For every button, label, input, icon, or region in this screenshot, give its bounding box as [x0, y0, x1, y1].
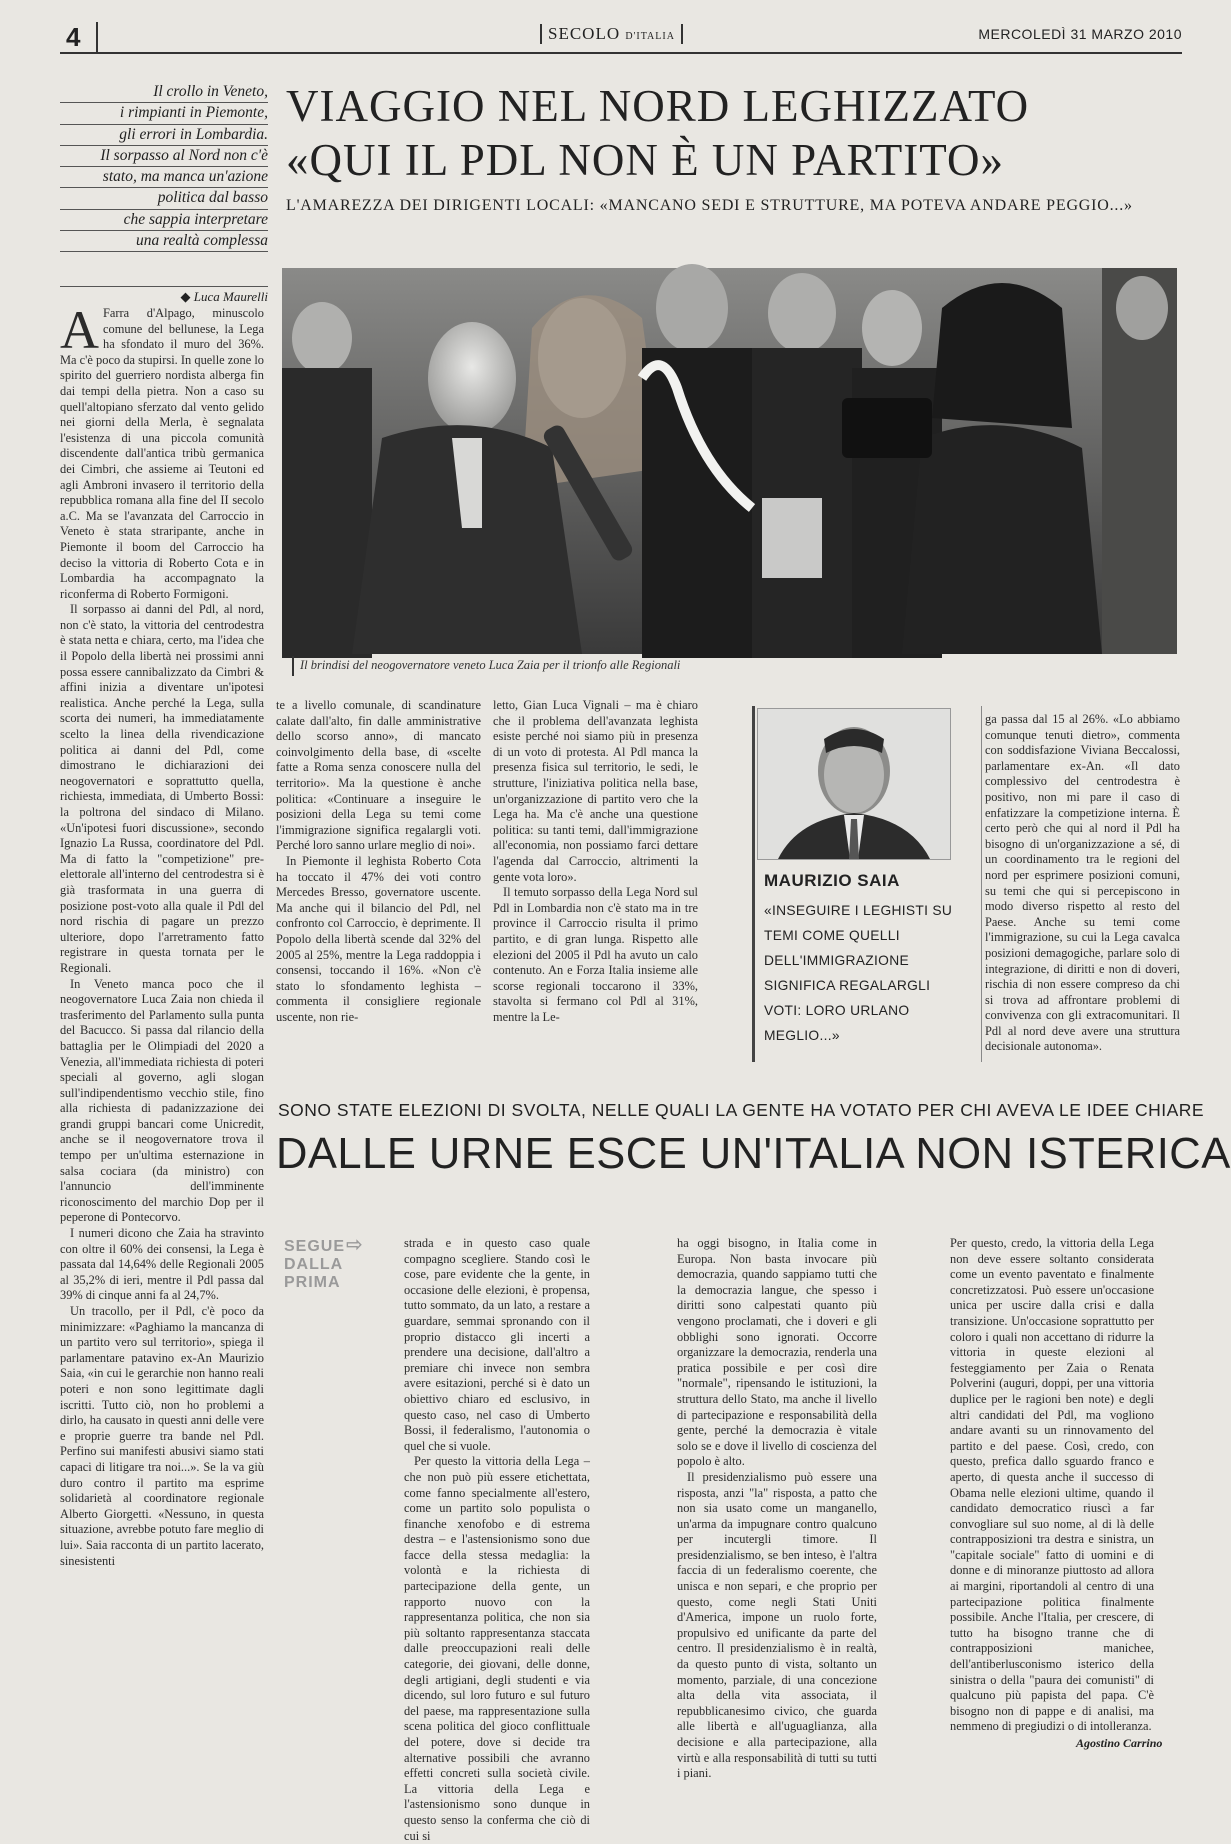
article-paragraph: ga passa dal 15 al 26%. «Lo abbiamo comunque tenuti dietro», commenta con soddisfazione Viviana Beccalossi, parlamentare ex-An. «Il dato complessivo del centrodestra è positivo, non mi pare il caso di enfatizzare la competizione interna. È certo però che qui al nord il Pdl ha bisogno di un'organizzazione a sé, di un coordinamento tra le regioni del nord per esprimere posizioni comuni, su temi che qui si percepiscono in modo diverso rispetto al resto del Paese. Anche su temi come l'immigrazione, su cui la Lega cavalca posizioni demagogiche, parlare solo di integrazione, di diritti e non di doveri, rischia di non essere compreso da chi si trova ad affrontare problemi di convivenza con gli extracomunitari. Il Pdl al nord deve avere una struttura decisionale autonoma».	[985, 712, 1180, 1054]
article-paragraph: Per questo la vittoria della Lega – che non può più essere etichettata, come fanno specialmente all'estero, come un partito solo populista o finanche xenofobo e di estrema destra – e l'astensionismo sono due facce della stessa medaglia: la volontà e la richiesta di partecipazione della gente, un rapporto nuovo con la rappresentanza politica, che non sia più soltanto rappresentanza staccata dalle preoccupazioni reali delle categorie, dei giovani, delle donne, degli artigiani, degli studenti e via dicendo, sul loro futuro e sul futuro del paese, ma rappresentazione sulla scena politica del gioco conflittuale del potere, dove si decide tra alternative possibili che avranno effetti concreti sulla società civile. La vittoria della Lega e l'astensionismo sono dunque in questo senso la conferma che ciò di cui si	[404, 1454, 590, 1843]
author-signature: Agostino Carrino	[1076, 1736, 1163, 1750]
kicker	[60, 82, 268, 252]
masthead-name: SECOLO	[548, 24, 621, 43]
second-article-column-1	[404, 1236, 590, 1843]
second-article-column-2	[677, 1236, 877, 1781]
kicker-line: politica dal basso	[60, 188, 268, 209]
byline-author: Luca Maurelli	[193, 289, 268, 304]
second-article-overline: SONO STATE ELEZIONI DI SVOLTA, NELLE QUALI LA GENTE HA VOTATO PER CHI AVEVA LE IDEE CHIARE	[278, 1100, 1205, 1120]
header-rule	[60, 52, 1182, 54]
kicker-line: una realtà complessa	[60, 231, 268, 252]
article-column-2	[276, 698, 481, 1066]
headline-line-1: VIAGGIO NEL NORD LEGHIZZATO	[286, 81, 1030, 131]
article-column-3	[493, 698, 698, 1066]
dropcap: A	[60, 300, 99, 360]
headline-line-2: «QUI IL PDL NON È UN PARTITO»	[286, 135, 1004, 185]
kicker-line: stato, ma manca un'azione	[60, 167, 268, 188]
main-photo-image	[282, 268, 1177, 654]
article-paragraph: te a livello comunale, di scandinature calate dall'alto, fin dalle amministrative dello scorso anno», di mancato coinvolgimento della base, di «scelte fatte a Roma senza conoscere nulla del territorio». Ma la questione è anche politica: «Continuare a inseguire le posizioni della Lega su temi come l'immigrazione significa regalargli voti. Perché loro sanno urlare meglio di noi».	[276, 698, 481, 853]
second-article-headline: DALLE URNE ESCE UN'ITALIA NON ISTERICA	[276, 1130, 1231, 1178]
article-paragraph: Un tracollo, per il Pdl, c'è poco da minimizzare: «Paghiamo la mancanza di un partito vero sul territorio», spiega il parlamentare patavino ex-An Maurizio Saia, «in cui le gerarchie non hanno reali poteri e non sono legittimate dagli iscritti. Tutto ciò, non ho problemi a dirlo, ha causato in questi anni delle vere e proprie guerre tra bande nel Pdl. Perfino sui manifesti abusivi siamo stati capaci di litigare tra noi...». Se la va giù duro contro il partito ma esprime solidarietà al coordinatore regionale Alberto Giorgetti. «Nessuno, in questa situazione, avrebbe potuto fare meglio di lui». Saia racconta di un partito lacerato, sinesistenti	[60, 1304, 264, 1568]
article-paragraph: strada e in questo caso quale compagno scegliere. Stando così le cose, pare evidente che la gente, in occasione delle elezioni, è propensa, tutto sommato, da un lato, a restare a guardare, semmai spronando con il proprio distacco gli incerti a prendere una decisione, dall'altro a premiare chi invece non sembra avere esitazioni, perché si è dato un obiettivo chiaro ed esclusivo, in questo caso, nel caso di Umberto Bossi, il federalismo, l'autonomia o quel che si vuole.	[404, 1236, 590, 1453]
masthead-suffix: D'ITALIA	[625, 31, 675, 42]
kicker-line: Il crollo in Veneto,	[60, 82, 268, 103]
subheadline: L'AMAREZZA DEI DIRIGENTI LOCALI: «MANCANO SEDI E STRUTTURE, MA POTEVA ANDARE PEGGIO...»	[286, 197, 1133, 214]
kicker-line: gli errori in Lombardia.	[60, 125, 268, 146]
kicker-line: che sappia interpretare	[60, 210, 268, 231]
segue-label	[284, 1234, 364, 1292]
article-paragraph: In Veneto manca poco che il neogovernatore Luca Zaia non chieda il trasferimento del Parlamento sulla punta del Bacucco. Si passa dal rilancio della battaglia per le Olimpiadi del 2020 a Venezia, all'immediata richiesta di poteri speciali al governo, agli slogan sull'indipendentismo vecchio stile, fino alla richiesta di padanizzazione dei grandi gruppi bancari come Unicredit, anche se il neogovernatore trova il tempo per un'ultima esternazione in salsa cociara (da ministro) con l'annuncio dell'imminente riconoscimento del marchio Dop per il peperone di Pontecorvo.	[60, 976, 264, 1225]
article-column-1	[60, 300, 264, 1722]
portrait-image	[758, 709, 950, 859]
article-column-5	[985, 712, 1180, 1070]
interview-name: MAURIZIO SAIA	[764, 871, 900, 890]
byline-diamond-icon: ◆	[180, 289, 194, 304]
article-paragraph: Per questo, credo, la vittoria della Lega non deve essere soltanto considerata come un evento paventato e finalmente concretizzatosi. Può essere un'occasione unica per uscire dalla crisi e dalla transizione. Un'occasione soprattutto per coloro i quali non accettano di ridurre la vittoria in queste elezioni al festeggiamento per Zaia o Renata Polverini (auguri, doppi, per una vittoria duplice per le ragioni ben note) e degli altri candidati del Pdl, ma vogliono andare avanti su un rinnovamento del partito e del paese. Così, credo, con questo, prefica dallo sguardo franco e aperto, di questa anche il successo di Obama nelle elezioni ultime, quando il candidato democratico riuscì a far convogliare sul suo nome, al di là delle contrapposizioni tra destra e sinistra, un "capitale sociale" fatto di uomini e di donne e di minoranze piuttosto ad allora ai margini, riportandoli al centro di una partecipazione politica finalmente possibile. Anche l'Italia, per crescere, di tutto ha bisogno tranne che di contrapposizioni manichee, dell'antiberlusconismo isterico della sinistra o della "paura dei comunisti" di qualcuno più papista del papa. C'è bisogno non di pappe e di analisi, ma nemmeno di pregiudizi o di intolleranza.	[950, 1236, 1154, 1734]
article-paragraph: letto, Gian Luca Vignali – ma è chiaro che il problema dell'avanzata leghista esiste perché noi siamo più in presenza di un voto di protesta. Al Pdl manca la presenza fisica sul territorio, le sedi, le strutture, l'iniziativa politica nella base, un'organizzazione di partito vero che la Lega ha. Ma c'è anche una questione politica: su tanti temi, dall'immigrazione all'economia, non possiamo farci dettare l'agenda dal Carroccio, altrimenti la gente vota loro».	[493, 698, 698, 884]
article-paragraph: ha oggi bisogno, in Italia come in Europa. Non basta invocare più democrazia, quando sappiamo tutti che la democrazia langue, che spesso i diritti sono calpestati quanto più vengono proclamati, che i doveri e gli obblighi sono ignorati. Occorre organizzare la democrazia, renderla una pratica possibile e per così dire "normale", ripensando le istituzioni, la struttura dello Stato, ma anche il livello di partecipazione e responsabilità della gente, perché la democrazia è vitale solo se e dove il livello di coscienza del popolo è alto.	[677, 1236, 877, 1469]
segue-text: SEGUE DALLA PRIMA	[284, 1238, 346, 1291]
kicker-line: Il sorpasso al Nord non c'è	[60, 146, 268, 167]
saia-portrait	[757, 708, 951, 860]
arrow-right-icon: ⇨	[346, 1234, 364, 1256]
date-line: MERCOLEDÌ 31 MARZO 2010	[978, 26, 1182, 42]
article-paragraph: In Piemonte il leghista Roberto Cota ha toccato il 47% dei voti contro Mercedes Bresso, governatore uscente. Ma anche qui il bilancio del Pdl, nel confronto col Carroccio, è deprimente. Il Popolo della libertà scende dal 32% del 2005 al 25%, mentre la Lega raddoppia i consensi, toccando il 16%. «Non c'è stato lo sfondamento leghista – commenta il consigliere regionale uscente, non rie-	[276, 853, 481, 1024]
page-number: 4	[66, 22, 98, 52]
article-paragraph: Il presidenzialismo può essere una risposta, anzi "la" risposta, a patto che non sia usato come un manganello, un'arma da impugnare contro qualcuno per incutergli timore. Il presidenzialismo, se ben inteso, è l'altra faccia di un federalismo coerente, che unisca e non separi, e che proprio per questo, come negli Stati Uniti d'America, impone un ruolo forte, propulsivo ed unificante da parte del centro. Il presidenzialismo è in realtà, da questo punto di vista, soltanto un momento, parziale, di una concezione alta della vita associata, il repubblicanesimo civico, che guarda alle libertà e all'uguaglianza, alla decisione e alla partecipazione, alla virtù e alla responsabilità di tutti su tutti i piani.	[677, 1469, 877, 1781]
main-photo	[282, 268, 1177, 654]
article-paragraph: I numeri dicono che Zaia ha stravinto con oltre il 60% dei consensi, la Lega è passata dal 14,64% delle Regionali 2005 al 35,2% di ieri, mentre il Pdl passa dal 39% di cinque anni fa al 24,7%.	[60, 1226, 264, 1303]
masthead	[540, 24, 683, 44]
article-paragraph: Il temuto sorpasso della Lega Nord sul Pdl in Lombardia non c'è stato ma in tre province il Carroccio risulta il primo partito, e di gran lunga. Rispetto alle elezioni del 2005 il Pdl ha avuto un calo contenuto. An e Forza Italia insieme alle scorse regionali toccarono il 33%, stavolta si fermano col Pdl al 31%, mentre la Le-	[493, 885, 698, 1024]
interview-quote: «INSEGUIRE I LEGHISTI SU TEMI COME QUELLI DELL'IMMIGRAZIONE SIGNIFICA REGALARGLI VOTI: LORO URLANO MEGLIO...»	[764, 903, 953, 1043]
article-paragraph: Il sorpasso ai danni del Pdl, al nord, non c'è stato, la vittoria del centrodestra è stata netta e chiara, certo, ma l'idea che il Popolo della libertà nei prossimi anni possa essere cannibalizzato da Cimbri & affini inizia a diventare un'ipotesi realistica. Anche perché la Lega, sulla scorta dei numeri, ha immediatamente scelto la linea della rivendicazione politica ai danni del Pdl, come dimostrano le dichiarazioni dei neogovernatori e soprattutto quella, richiesta, immediata, di Umberto Bossi: la poltrona del sindaco di Milano. «Un'ipotesi fuori discussione», secondo Ignazio La Russa, coordinatore del Pdl. Ma di fatto la "competizione" pre-elettorale all'interno del centrodestra si è già trasformata in una guerra di posizione post-voto alla quale il Pdl del nord rischia di pagare un prezzo ulteriore, dopo l'arretramento fatto registrare in questa tornata per le Regionali.	[60, 602, 264, 975]
article-paragraph: Farra d'Alpago, minuscolo comune del bellunese, la Lega ha sfondato il muro del 36%. Ma c'è poco da stupirsi. In quelle zone lo spirito del guerriero nordista alberga fin dai tempi della pietra. Non a caso su quell'altopiano sferzato dal vento gelido nei giorni della Merla, è segnalata l'esistenza di una piccola comunità discendente dall'antica tribù germanica dei Cimbri, che assieme ai Teutoni ed agli Ambroni invasero il territorio della repubblica romana alla fine del II secolo a.C. Ma se l'avanzata del Carroccio in Veneto è stata straripante, anche in Piemonte il boom del Carroccio ha deciso la vittoria di Roberto Cota e in Lombardia ha accompagnato la riconferma di Roberto Formigoni.	[60, 306, 264, 601]
photo-caption: Il brindisi del neogovernatore veneto Luca Zaia per il trionfo alle Regionali	[300, 658, 681, 672]
caption-bar	[292, 656, 294, 676]
kicker-line: i rimpianti in Piemonte,	[60, 103, 268, 124]
second-article-column-3	[950, 1236, 1154, 1732]
